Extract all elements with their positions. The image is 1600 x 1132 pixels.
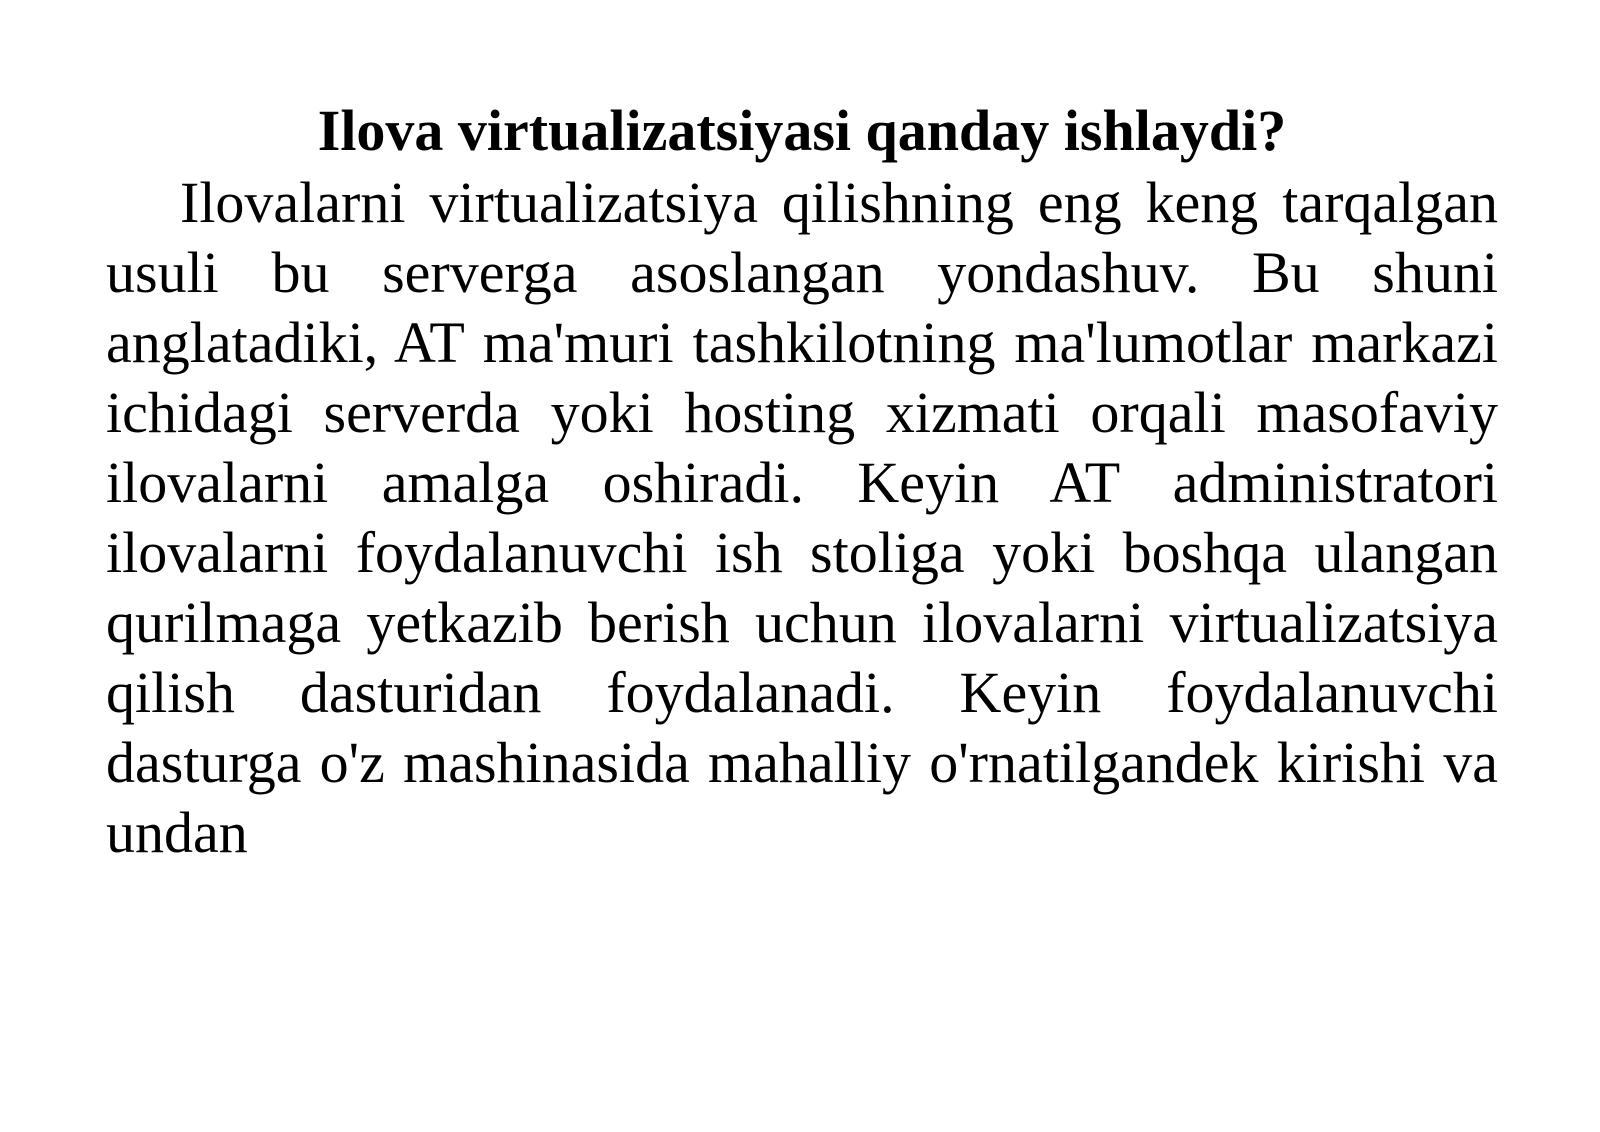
page-title: Ilova virtualizatsiyasi qanday ishlaydi?	[317, 98, 1287, 163]
body-paragraph: Ilovalarni virtualizatsiya qilishning eng keng tarqalgan usuli bu serverga asoslangan yondashuv. Bu shuni anglatadiki, AT ma'muri tashkilotning ma'lumotlar markazi ichidagi serverda yoki hosting xizmati orqali masofaviy ilovalarni amalga oshiradi. Keyin AT administratori ilovalarni foydalanuvchi ish stoliga yoki boshqa ulangan qurilmaga yetkazib berish uchun ilovalarni virtualizatsiya qilish dasturidan foydalanadi. Keyin foydalanuvchi dasturga o'z mashinasida mahalliy o'rnatilgandek kirishi va undan	[106, 170, 1498, 865]
